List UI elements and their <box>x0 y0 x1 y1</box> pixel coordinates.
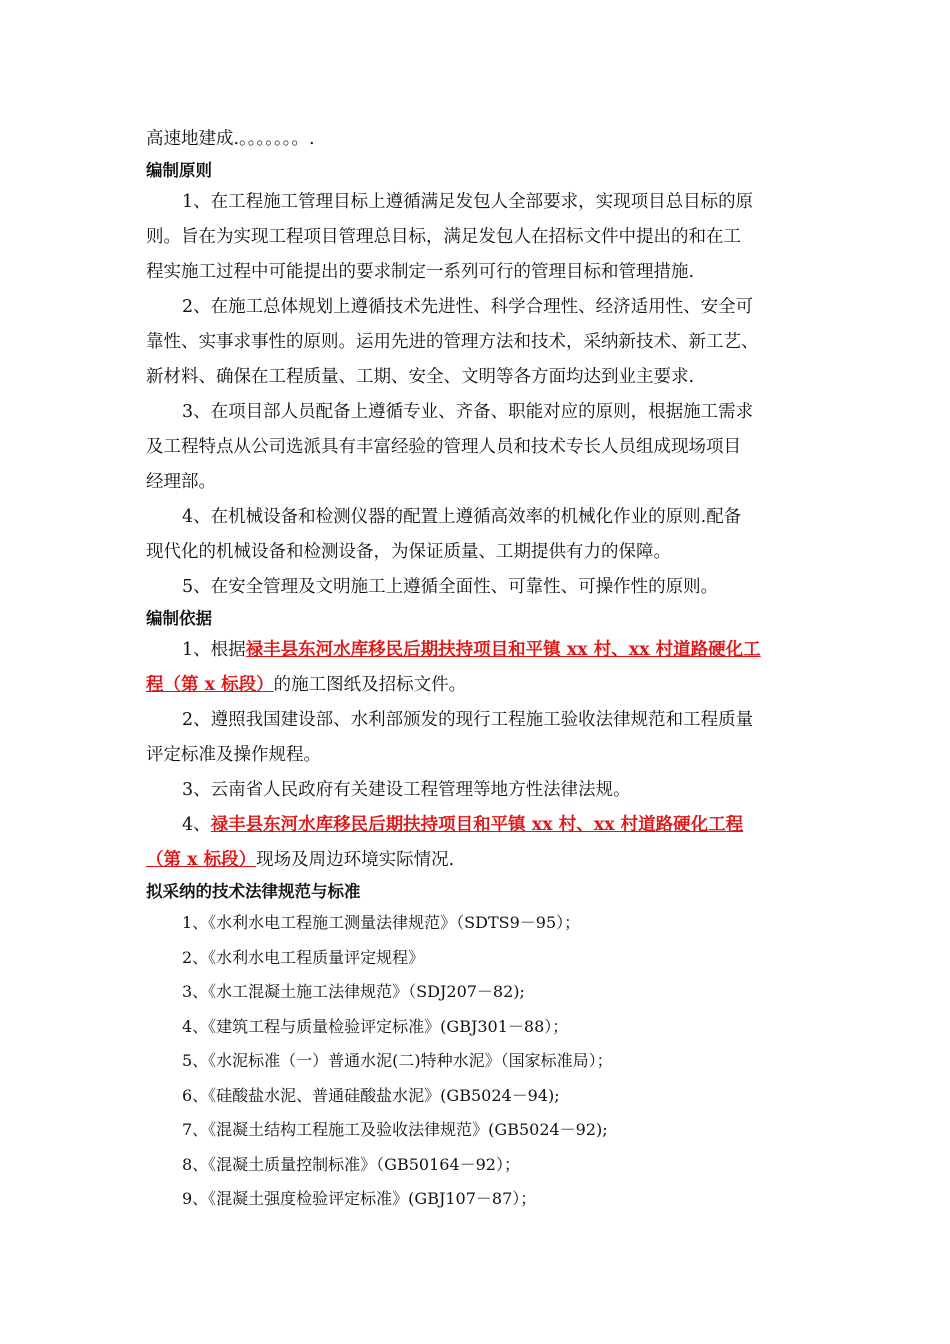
section-highlight: 程（第 x 标段） <box>146 675 274 695</box>
standard-item: 2、《水利水电工程质量评定规程》 <box>182 947 425 967</box>
document-body <box>146 122 814 1217</box>
standard-item: 8、《混凝土质量控制标准》（GB50164－92）； <box>182 1154 520 1174</box>
standard-item: 7、《混凝土结构工程施工及验收法律规范》(GB5024－92); <box>182 1120 608 1139</box>
principle-4-line-2: 现代化的机械设备和检测设备，为保证质量、工期提供有力的保障。 <box>146 542 671 562</box>
standard-item: 5、《水泥标准（一）普通水泥(二)特种水泥》（国家标准局）； <box>182 1051 613 1070</box>
project-name-highlight-2: 禄丰县东河水库移民后期扶持项目和平镇 xx 村、xx 村道路硬化工程 <box>210 815 744 835</box>
basis-2-line-1: 2、遵照我国建设部、水利部颁发的现行工程施工验收法律规范和工程质量 <box>182 710 754 730</box>
heading-principles: 编制原则 <box>146 161 212 180</box>
principle-4-line-1: 4、在机械设备和检测仪器的配置上遵循高效率的机械化作业的原则.配备 <box>182 507 742 527</box>
basis-4-suffix: 现场及周边环境实际情况. <box>256 850 455 870</box>
intro-tail: 高速地建成.。。。。。。。. <box>146 129 315 149</box>
heading-standards: 拟采纳的技术法律规范与标准 <box>146 882 361 901</box>
project-name-highlight: 禄丰县东河水库移民后期扶持项目和平镇 xx 村、xx 村道路硬化工 <box>245 640 761 660</box>
principle-3-line-2: 及工程特点从公司选派具有丰富经验的管理人员和技术专长人员组成现场项目 <box>146 437 741 457</box>
standard-item: 9、《混凝土强度检验评定标准》(GBJ107－87）； <box>182 1189 537 1208</box>
principle-2-line-2: 靠性、实事求事性的原则。运用先进的管理方法和技术，采纳新技术、新工艺、 <box>146 332 759 352</box>
heading-basis: 编制依据 <box>146 609 212 628</box>
principle-3-line-1: 3、在项目部人员配备上遵循专业、齐备、职能对应的原则，根据施工需求 <box>182 402 754 422</box>
basis-4-line-2 <box>146 843 814 878</box>
principle-2-line-3: 新材料、确保在工程质量、工期、安全、文明等各方面均达到业主要求. <box>146 367 695 387</box>
basis-2-line-2: 评定标准及操作规程。 <box>146 745 321 765</box>
principle-1-line-1: 1、在工程施工管理目标上遵循满足发包人全部要求，实现项目总目标的原 <box>182 192 754 212</box>
basis-1-suffix: 的施工图纸及招标文件。 <box>273 675 467 695</box>
principle-2-line-1: 2、在施工总体规划上遵循技术先进性、科学合理性、经济适用性、安全可 <box>182 297 754 317</box>
basis-4-prefix: 4、 <box>182 815 211 835</box>
principle-1-line-2: 则。旨在为实现工程项目管理总目标，满足发包人在招标文件中提出的和在工 <box>146 227 741 247</box>
standard-item: 1、《水利水电工程施工测量法律规范》（SDTS9－95）； <box>182 913 581 932</box>
principle-5-line-1: 5、在安全管理及文明施工上遵循全面性、可靠性、可操作性的原则。 <box>182 577 719 597</box>
basis-1-prefix: 1、根据 <box>182 640 246 660</box>
basis-3-line-1: 3、云南省人民政府有关建设工程管理等地方性法律法规。 <box>182 780 631 800</box>
section-highlight-2: （第 x 标段） <box>146 850 257 870</box>
basis-1-line-2 <box>146 668 814 703</box>
principle-3-line-3: 经理部。 <box>146 472 216 492</box>
standard-item: 3、《水工混凝土施工法律规范》（SDJ207－82); <box>182 982 525 1001</box>
basis-4-line-1 <box>146 808 814 843</box>
basis-1-line-1 <box>146 633 814 668</box>
principle-1-line-3: 程实施工过程中可能提出的要求制定一系列可行的管理目标和管理措施. <box>146 262 695 282</box>
standard-item: 6、《硅酸盐水泥、普通硅酸盐水泥》(GB5024－94); <box>182 1085 560 1105</box>
standard-item: 4、《建筑工程与质量检验评定标准》(GBJ301－88）； <box>182 1016 569 1036</box>
